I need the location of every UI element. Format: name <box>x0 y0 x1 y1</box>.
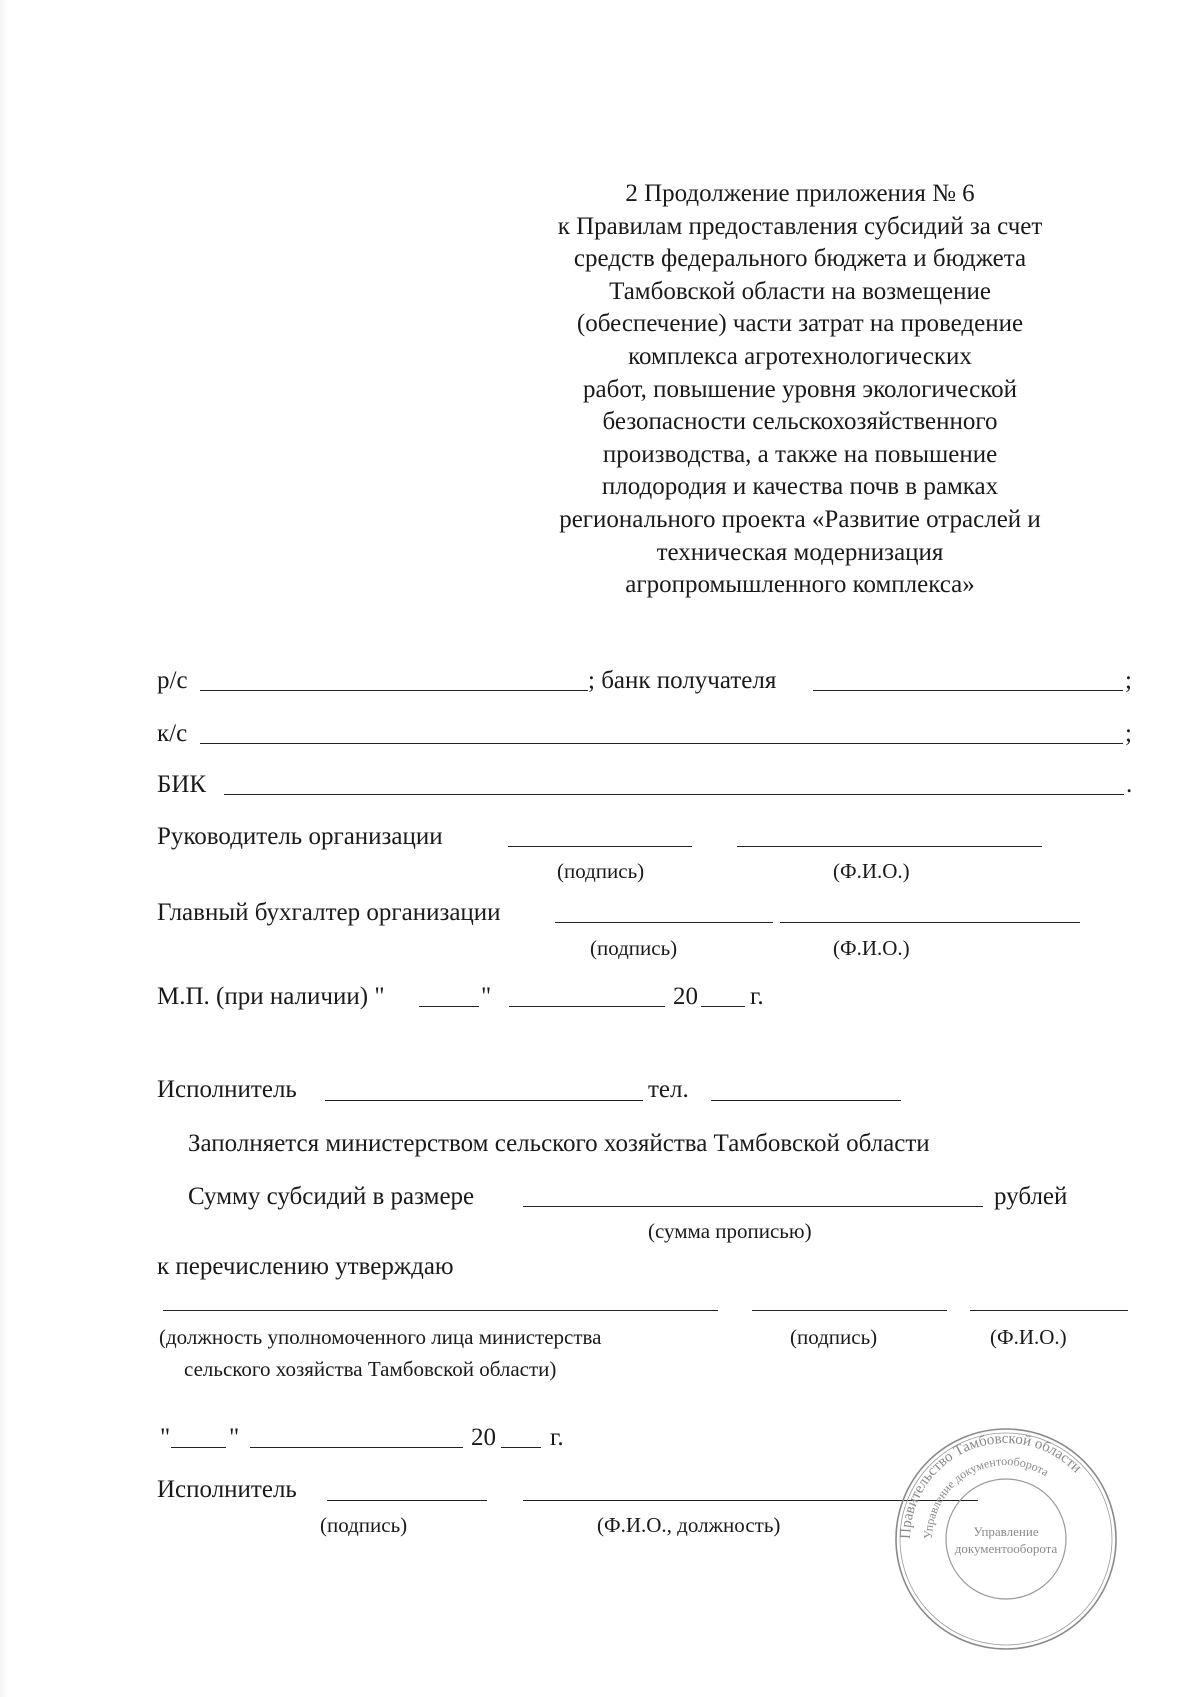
ks-semicolon: ; <box>1125 720 1132 747</box>
ministry-executor-signature-input[interactable] <box>327 1500 487 1501</box>
head-signature-input[interactable] <box>508 846 692 847</box>
rs-semicolon: ; <box>1125 667 1132 694</box>
ministry-sign-caption: (подпись) <box>790 1325 878 1349</box>
mp-year-input[interactable] <box>701 1006 745 1007</box>
scan-edge <box>0 0 8 1697</box>
bank-label: ; банк получателя <box>588 667 777 694</box>
header-line: техническая модернизация <box>656 538 944 566</box>
header-line: 2 Продолжение приложения № 6 <box>625 180 975 207</box>
mp-year-suffix: г. <box>750 983 764 1010</box>
mp-day-input[interactable] <box>419 1006 479 1007</box>
header-line: (обеспечение) части затрат на проведение <box>576 310 1024 338</box>
date-year-suffix: г. <box>550 1424 564 1451</box>
header-line: работ, повышение уровня экологической <box>583 375 1017 403</box>
tel-input[interactable] <box>711 1100 901 1101</box>
head-fio-input[interactable] <box>737 846 1042 847</box>
ministry-executor-sign-caption: (подпись) <box>320 1513 408 1537</box>
stamp-center-line2: документооборота <box>954 1541 1058 1556</box>
header-line: к Правилам предоставления субсидий за счет <box>557 212 1043 240</box>
date-open-quote: " <box>160 1424 171 1451</box>
header-line: Тамбовской области на возмещение <box>609 277 991 305</box>
bik-label: БИК <box>157 771 207 798</box>
bik-input[interactable] <box>224 794 1124 795</box>
accountant-fio-input[interactable] <box>780 922 1080 923</box>
stamp-outer-text: Правительство Тамбовской области <box>897 1430 1085 1540</box>
mp-label: М.П. (при наличии) " <box>157 983 385 1010</box>
accountant-sign-caption: (подпись) <box>590 936 678 960</box>
ks-input[interactable] <box>200 743 1123 744</box>
date-year-prefix: 20 <box>471 1424 496 1451</box>
accountant-label: Главный бухгалтер организации <box>157 899 501 926</box>
ks-label: к/с <box>157 720 188 747</box>
position-caption-line1: (должность уполномоченного лица министерства <box>159 1325 602 1349</box>
date-month-input[interactable] <box>250 1447 463 1448</box>
ministry-signature-input[interactable] <box>752 1310 947 1311</box>
tel-label: тел. <box>648 1076 689 1103</box>
position-caption-line2: сельского хозяйства Тамбовской области) <box>184 1357 557 1381</box>
stamp-inner-text: Управление документооборота <box>920 1453 1052 1540</box>
header-line: средств федерального бюджета и бюджета <box>573 245 1027 273</box>
mp-year-prefix: 20 <box>673 983 698 1010</box>
position-input[interactable] <box>163 1310 718 1311</box>
head-label: Руководитель организации <box>157 823 443 850</box>
ministry-heading: Заполняется министерством сельского хозяйства Тамбовской области <box>188 1130 930 1157</box>
bik-period: . <box>1126 771 1133 798</box>
sum-label: Сумму субсидий в размере <box>188 1183 475 1210</box>
header-line: агропромышленного комплекса» <box>625 571 975 599</box>
executor-label: Исполнитель <box>157 1076 297 1103</box>
mp-quote-close: " <box>481 983 492 1010</box>
bank-input[interactable] <box>813 690 1123 691</box>
ministry-fio-input[interactable] <box>970 1310 1128 1311</box>
ministry-fio-caption: (Ф.И.О.) <box>990 1325 1067 1349</box>
sum-input[interactable] <box>523 1206 983 1207</box>
appendix-header <box>520 178 1080 602</box>
date-day-input[interactable] <box>171 1447 226 1448</box>
executor-input[interactable] <box>325 1100 643 1101</box>
approve-label: к перечислению утверждаю <box>157 1253 454 1280</box>
sum-unit: рублей <box>994 1183 1068 1210</box>
header-line: комплекса агротехнологических <box>628 342 972 370</box>
header-line: регионального проекта «Развитие отраслей и <box>559 505 1041 533</box>
head-sign-caption: (подпись) <box>557 859 645 883</box>
accountant-fio-caption: (Ф.И.О.) <box>833 936 910 960</box>
ministry-executor-label: Исполнитель <box>157 1476 297 1503</box>
date-year-input[interactable] <box>501 1447 541 1448</box>
head-fio-caption: (Ф.И.О.) <box>833 859 910 883</box>
header-line: плодородия и качества почв в рамках <box>601 473 999 501</box>
accountant-signature-input[interactable] <box>555 922 773 923</box>
header-line: безопасности сельскохозяйственного <box>602 408 998 436</box>
mp-month-input[interactable] <box>509 1006 665 1007</box>
date-close-quote: " <box>229 1424 240 1451</box>
rs-input[interactable] <box>200 690 588 691</box>
sum-caption: (сумма прописью) <box>648 1219 812 1243</box>
header-line: производства, а также на повышение <box>602 440 998 468</box>
stamp-center-line1: Управление <box>973 1524 1039 1539</box>
official-stamp <box>893 1426 1119 1652</box>
rs-label: р/с <box>157 667 188 694</box>
ministry-executor-fio-caption: (Ф.И.О., должность) <box>597 1513 781 1537</box>
